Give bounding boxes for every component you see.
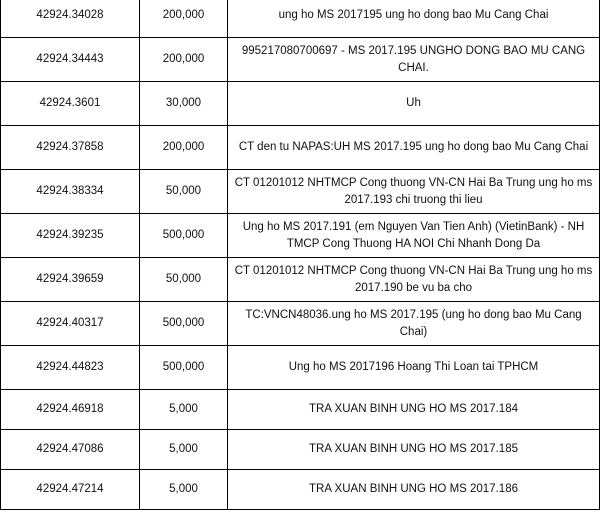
transaction-code-cell: 42924.34443	[1, 38, 140, 82]
description-cell: Ung ho MS 2017.191 (em Nguyen Van Tien Anh) (VietinBank) - NH TMCP Cong Thuong HA NOI Chi Nhanh Dong Da	[228, 214, 600, 258]
amount-cell: 500,000	[140, 214, 228, 258]
amount-cell: 200,000	[140, 38, 228, 82]
transaction-code-cell: 42924.37858	[1, 126, 140, 170]
transaction-code-cell: 42924.47214	[1, 470, 140, 510]
amount-cell: 5,000	[140, 430, 228, 470]
transaction-code-cell: 42924.47086	[1, 430, 140, 470]
transaction-code-cell: 42924.44823	[1, 346, 140, 390]
amount-cell: 5,000	[140, 390, 228, 430]
amount-cell: 30,000	[140, 82, 228, 126]
table-row	[1, 302, 600, 346]
table-row	[1, 430, 600, 470]
table-row	[1, 0, 600, 38]
amount-cell: 500,000	[140, 346, 228, 390]
description-cell: CT 01201012 NHTMCP Cong thuong VN-CN Hai Ba Trung ung ho ms 2017.193 chi truong thi lieu	[228, 170, 600, 214]
donation-table-body	[1, 0, 600, 510]
amount-cell: 200,000	[140, 0, 228, 38]
transaction-code-cell: 42924.39235	[1, 214, 140, 258]
amount-cell: 500,000	[140, 302, 228, 346]
description-cell: 995217080700697 - MS 2017.195 UNGHO DONG BAO MU CANG CHAI.	[228, 38, 600, 82]
table-row	[1, 214, 600, 258]
description-cell: TRA XUAN BINH UNG HO MS 2017.185	[228, 430, 600, 470]
transaction-code-cell: 42924.40317	[1, 302, 140, 346]
transaction-code-cell: 42924.39659	[1, 258, 140, 302]
transaction-code-cell: 42924.3601	[1, 82, 140, 126]
table-row	[1, 258, 600, 302]
description-cell: TRA XUAN BINH UNG HO MS 2017.186	[228, 470, 600, 510]
description-cell: TC:VNCN48036.ung ho MS 2017.195 (ung ho dong bao Mu Cang Chai)	[228, 302, 600, 346]
table-row	[1, 38, 600, 82]
table-row	[1, 170, 600, 214]
description-cell: TRA XUAN BINH UNG HO MS 2017.184	[228, 390, 600, 430]
table-row	[1, 470, 600, 510]
table-row	[1, 82, 600, 126]
transaction-code-cell: 42924.34028	[1, 0, 140, 38]
description-cell: Uh	[228, 82, 600, 126]
description-cell: Ung ho MS 2017196 Hoang Thi Loan tai TPHCM	[228, 346, 600, 390]
amount-cell: 5,000	[140, 470, 228, 510]
description-cell: ung ho MS 2017195 ung ho dong bao Mu Cang Chai	[228, 0, 600, 38]
transaction-code-cell: 42924.46918	[1, 390, 140, 430]
table-row	[1, 346, 600, 390]
table-row	[1, 126, 600, 170]
transaction-code-cell: 42924.38334	[1, 170, 140, 214]
description-cell: CT den tu NAPAS:UH MS 2017.195 ung ho dong bao Mu Cang Chai	[228, 126, 600, 170]
amount-cell: 50,000	[140, 258, 228, 302]
table-row	[1, 390, 600, 430]
amount-cell: 200,000	[140, 126, 228, 170]
amount-cell: 50,000	[140, 170, 228, 214]
description-cell: CT 01201012 NHTMCP Cong thuong VN-CN Hai Ba Trung ung ho ms 2017.190 be vu ba cho	[228, 258, 600, 302]
